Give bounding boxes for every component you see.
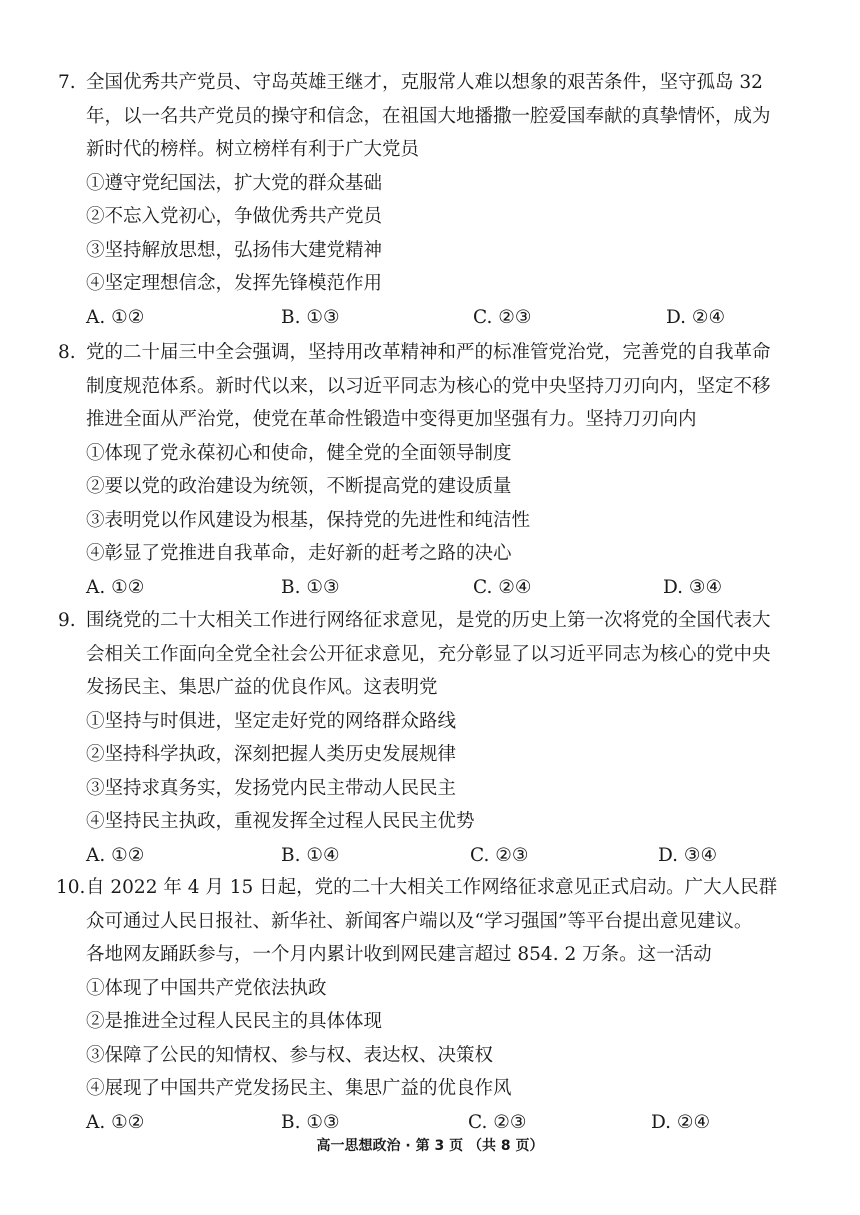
statement-item: ②不忘入党初心，争做优秀共产党员 xyxy=(86,206,383,227)
option-c: C. ②③ xyxy=(473,306,532,328)
option-d: D. ③④ xyxy=(658,844,718,866)
option-d: D. ③④ xyxy=(663,576,723,598)
question-stem: 制度规范体系。新时代以来，以习近平同志为核心的党中央坚持刀刃向内，坚定不移 xyxy=(86,375,771,397)
question-number: 10. xyxy=(56,877,86,898)
statement-item: ②是推进全过程人民民主的具体体现 xyxy=(86,1011,383,1032)
question-stem: 年，以一名共产党员的操守和信念，在祖国大地播撒一腔爱国奉献的真挚情怀，成为 xyxy=(86,105,771,127)
option-c: C. ②④ xyxy=(473,576,532,598)
statement-item: ③坚持解放思想，弘扬伟大建党精神 xyxy=(86,239,383,261)
question-number: 8. xyxy=(58,342,76,363)
statement-item: ①体现了中国共产党依法执政 xyxy=(86,977,327,999)
statement-item: ④展现了中国共产党发扬民主、集思广益的优良作风 xyxy=(86,1078,512,1099)
question-10 xyxy=(58,871,818,1139)
option-a: A. ①② xyxy=(86,844,145,866)
page-footer: 高一思想政治 · 第 3 页 （共 8 页） xyxy=(316,1138,544,1154)
option-a: A. ①② xyxy=(86,306,145,328)
statement-item: ④坚持民主执政，重视发挥全过程人民民主优势 xyxy=(86,811,475,832)
question-8 xyxy=(58,336,818,604)
statement-item: ③坚持求真务实，发扬党内民主带动人民民主 xyxy=(86,777,457,799)
question-stem: 8. 党的二十届三中全会强调，坚持用改革精神和严的标准管党治党，完善党的自我革命 xyxy=(58,336,818,370)
question-stem: 会相关工作面向全党全社会公开征求意见，充分彰显了以习近平同志为核心的党中央 xyxy=(86,643,771,665)
statement-item: ④彰显了党推进自我革命，走好新的赶考之路的决心 xyxy=(86,543,512,564)
option-d: D. ②④ xyxy=(666,306,726,328)
answer-options xyxy=(58,839,818,873)
question-number: 7. xyxy=(58,72,76,93)
option-b: B. ①④ xyxy=(281,844,340,866)
question-stem: 9. 围绕党的二十大相关工作进行网络征求意见，是党的历史上第一次将党的全国代表大 xyxy=(58,604,818,638)
option-c: C. ②③ xyxy=(468,1111,527,1133)
statement-item: ④坚定理想信念，发挥先锋模范作用 xyxy=(86,273,383,294)
option-c: C. ②③ xyxy=(470,844,529,866)
statement-item: ①坚持与时俱进，坚定走好党的网络群众路线 xyxy=(86,710,457,732)
question-7 xyxy=(58,66,818,334)
option-a: A. ①② xyxy=(86,576,145,598)
question-stem: 推进全面从严治党，使党在革命性锻造中变得更加坚强有力。坚持刀刃向内 xyxy=(86,409,697,430)
question-stem: 各地网友踊跃参与，一个月内累计收到网民建言超过 854. 2 万条。这一活动 xyxy=(86,944,712,965)
option-b: B. ①③ xyxy=(281,1111,340,1133)
option-b: B. ①③ xyxy=(281,306,340,328)
option-a: A. ①② xyxy=(86,1111,145,1133)
statement-item: ①遵守党纪国法，扩大党的群众基础 xyxy=(86,172,383,194)
question-9 xyxy=(58,604,818,872)
option-b: B. ①③ xyxy=(281,576,340,598)
question-stem: 7. 全国优秀共产党员、守岛英雄王继才，克服常人难以想象的艰苦条件，坚守孤岛 32 xyxy=(58,66,818,100)
statement-item: ③表明党以作风建设为根基，保持党的先进性和纯洁性 xyxy=(86,509,531,531)
statement-item: ②要以党的政治建设为统领，不断提高党的建设质量 xyxy=(86,476,512,497)
question-number: 9. xyxy=(58,610,76,631)
question-stem: 众可通过人民日报社、新华社、新闻客户端以及“学习强国”等平台提出意见建议。 xyxy=(86,910,753,932)
option-d: D. ②④ xyxy=(651,1111,711,1133)
question-stem: 发扬民主、集思广益的优良作风。这表明党 xyxy=(86,677,438,698)
answer-options xyxy=(58,571,818,605)
statement-item: ③保障了公民的知情权、参与权、表达权、决策权 xyxy=(86,1044,494,1066)
statement-item: ②坚持科学执政，深刻把握人类历史发展规律 xyxy=(86,744,457,765)
answer-options xyxy=(58,301,818,335)
question-stem: 新时代的榜样。树立榜样有利于广大党员 xyxy=(86,139,420,160)
question-stem: 10.自 2022 年 4 月 15 日起，党的二十大相关工作网络征求意见正式启动。广大人民群 xyxy=(58,871,818,905)
answer-options xyxy=(58,1106,818,1140)
statement-item: ①体现了党永葆初心和使命，健全党的全面领导制度 xyxy=(86,442,512,464)
